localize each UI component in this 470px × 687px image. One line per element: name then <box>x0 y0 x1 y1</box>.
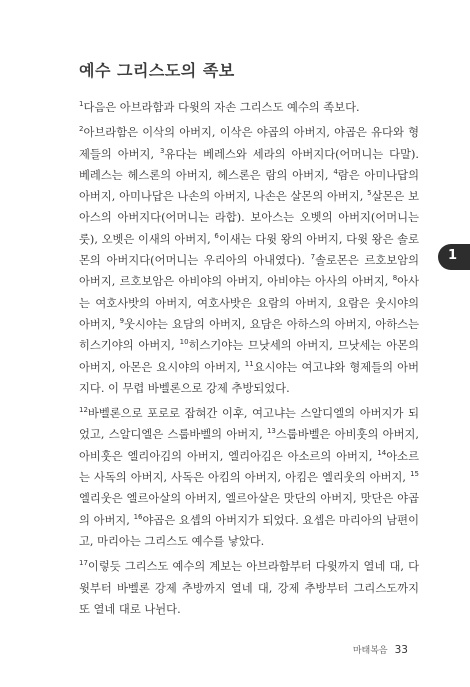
verse-number: 13 <box>266 427 276 436</box>
verse-number: 15 <box>410 470 419 479</box>
verse-text: 엘리웃은 엘르아살의 아버지, 엘르아살은 맛단의 아버지, 맛단은 야곱의 아버지, <box>79 492 419 527</box>
book-name: 마태복음 <box>352 646 388 656</box>
verse-text: 이렇듯 그리스도 예수의 계보는 아브라함부터 다윗까지 열네 대, 다윗부터 바벨론 강제 추방까지 열네 대, 강제 추방부터 그리스도까지 또 열네 대로 나뉜다. <box>79 560 419 616</box>
verse-text: 살몬은 보아스의 아버지다(어머니는 라합). 보아스는 오벳의 아버지(어머니는 룻), 오벳은 이새의 아버지, <box>79 190 419 246</box>
verse-number: 11 <box>244 359 254 368</box>
paragraph <box>79 403 419 552</box>
verse-number: 16 <box>133 512 143 521</box>
verse-number: 2 <box>79 125 84 134</box>
chapter-number: 1 <box>448 248 458 263</box>
verse-text: 웃시야는 요담의 아버지, 요담은 아하스의 아버지, 아하스는 히스기야의 아버지, <box>79 317 420 353</box>
verse-text: 바벨론으로 포로로 잡혀간 이후, 여고냐는 스알디엘의 아버지가 되었고, 스알디엘은 스룹바벨의 아버지, <box>79 407 419 442</box>
verse-text: 람은 아미나답의 아버지, 아미나답은 나손의 아버지, 나손은 살몬의 아버지, <box>79 168 419 204</box>
verse-number: 9 <box>119 317 125 326</box>
section-title: 예수 그리스도의 족보 <box>79 61 235 80</box>
verse-number: 12 <box>79 406 88 415</box>
verse-number: 10 <box>179 338 189 347</box>
chapter-tab <box>438 244 470 270</box>
verse-text: 요시야는 여고냐와 형제들의 아버지다. 이 무렵 바벨론으로 강제 추방되었다. <box>79 360 419 395</box>
paragraph <box>79 556 419 620</box>
page-footer <box>353 643 408 656</box>
verse-text: 다음은 아브라함과 다윗의 자손 그리스도 예수의 족보다. <box>83 101 360 114</box>
verse-number: 4 <box>333 168 338 177</box>
paragraph <box>79 122 419 399</box>
verse-text: 솔로몬은 르호보암의 아버지, 르호보암은 아비야의 아버지, 아비야는 아사의 아버지, <box>79 254 420 289</box>
verse-number: 8 <box>392 274 398 283</box>
verse-number: 5 <box>367 189 372 198</box>
verse-text: 유다는 베레스와 세라의 아버지다(어머니는 다말). 베레스는 헤스론의 아버지, 헤스론은 람의 아버지, <box>79 147 419 182</box>
verse-number: 7 <box>310 253 316 262</box>
verse-text: 아사는 여호사밧의 아버지, 여호사밧은 요람의 아버지, 요람은 웃시야의 아버지, <box>79 275 419 331</box>
verse-text: 아소르는 사독의 아버지, 사독은 아킴의 아버지, 아킴은 엘리웃의 아버지, <box>79 449 419 485</box>
verse-number: 14 <box>377 448 387 457</box>
page-number: 33 <box>394 644 408 656</box>
verse <box>79 560 419 616</box>
verse-number: 6 <box>214 232 219 241</box>
verse-text: 야곱은 요셉의 아버지가 되었다. 요셉은 마리아의 남편이고, 마리아는 그리스도 예수를 낳았다. <box>79 513 419 548</box>
paragraph <box>79 97 419 118</box>
verse-number: 1 <box>79 100 84 109</box>
verse-number: 3 <box>160 146 165 155</box>
verse-text: 스룹바벨은 아비훗의 아버지, 아비훗은 엘리아김의 아버지, 엘리아김은 아소르의 아버지, <box>79 428 419 463</box>
verse-number: 17 <box>79 559 88 568</box>
verse-text: 이새는 다윗 왕의 아버지, 다윗 왕은 솔로몬의 아버지다(어머니는 우리아의 아내였다). <box>79 232 419 268</box>
verse-text: 히스기야는 므낫세의 아버지, 므낫세는 아몬의 아버지, 아몬은 요시야의 아버지, <box>79 339 419 374</box>
verse-text: 아브라함은 이삭의 아버지, 이삭은 야곱의 아버지, 야곱은 유다와 형제들의 아버지, <box>79 126 419 161</box>
verse <box>79 101 360 114</box>
scripture-text <box>79 97 419 620</box>
